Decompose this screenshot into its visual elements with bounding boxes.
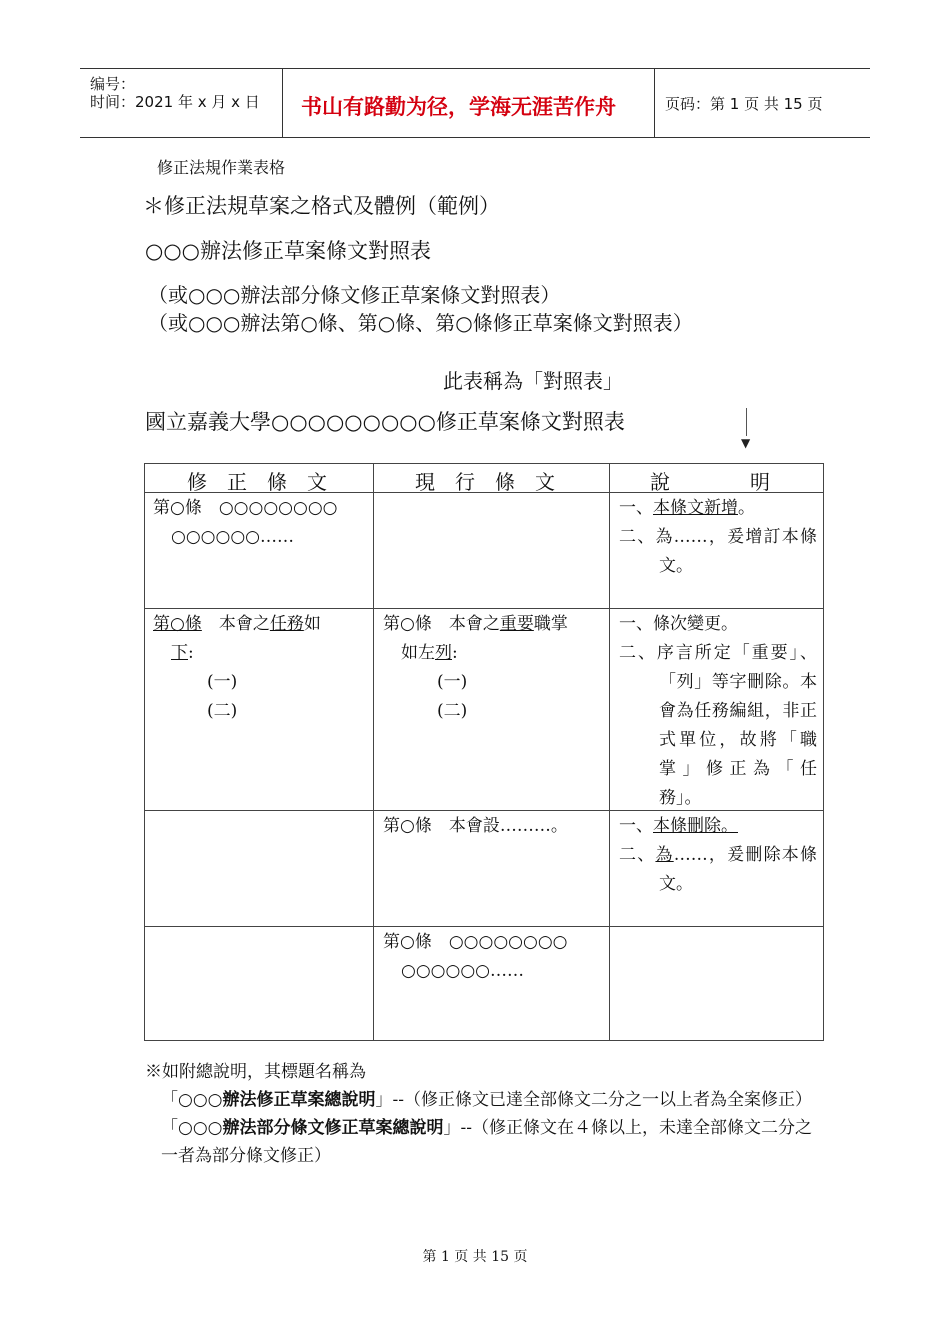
r2-current-item1: (一)	[437, 672, 468, 692]
heading-format: ＊修正法規草案之格式及體例（範例）	[143, 194, 500, 218]
header-current: 現 行 條 文	[415, 470, 555, 494]
r3-expl-2: 二、為……，爰刪除本條文。	[619, 845, 818, 894]
r1-amended-line1: 第○條 ○○○○○○○○	[153, 498, 338, 518]
heading-table-name: ○○○辦法修正草案條文對照表	[145, 239, 431, 263]
column-divider	[609, 464, 610, 1040]
doc-subtitle: 修正法規作業表格	[157, 158, 286, 177]
r2-current-line1: 第○條 本會之重要職掌	[383, 614, 568, 634]
r2-expl-2: 二、序言所定「重要」、「列」等字刪除。本會為任務編組，非正式單位，故將「職掌」修正為「任務」。	[619, 643, 817, 808]
r3-explanation	[619, 812, 817, 899]
r3-expl-1: 一、本條刪除。	[619, 816, 738, 836]
r2-amended-line2: 下:	[171, 643, 194, 663]
r2-explanation	[619, 610, 817, 813]
r3-current	[383, 812, 603, 841]
arrow-down-icon: ▼	[741, 436, 751, 450]
notes-block	[145, 1058, 815, 1170]
r3-current-line1: 第○條 本會設………。	[383, 816, 568, 836]
page-header	[80, 68, 870, 138]
table-caption-note: 此表稱為「對照表」	[443, 369, 623, 393]
heading-alt-1: （或○○○辦法部分條文修正草案條文對照表）	[148, 283, 561, 307]
r1-expl-2: 二、為……，爰增訂本條文。	[619, 527, 817, 576]
r2-current-line2: 如左列:	[401, 643, 458, 663]
arrow-line	[746, 408, 747, 436]
r1-amended	[153, 494, 368, 552]
r2-amended-item2: (二)	[207, 701, 238, 721]
r2-amended	[153, 610, 368, 726]
row-divider	[145, 608, 823, 609]
header-amended: 修 正 條 文	[187, 470, 327, 494]
notes-intro: ※如附總說明，其標題名稱為	[145, 1062, 366, 1082]
page-footer: 第 1 页 共 15 页	[422, 1249, 528, 1265]
r2-current-item2: (二)	[437, 701, 468, 721]
column-divider	[373, 464, 374, 1040]
r4-current-line1: 第○條 ○○○○○○○○	[383, 932, 568, 952]
r2-amended-item1: (一)	[207, 672, 238, 692]
page-info: 页码：第 1 页 共 15 页	[665, 95, 823, 113]
r2-amended-line1: 第○條 本會之任務如	[153, 614, 321, 634]
r1-explanation	[619, 494, 817, 581]
motto-text: 书山有路勤为径，学海无涯苦作舟	[301, 95, 616, 119]
r1-amended-line2: ○○○○○○……	[171, 527, 295, 547]
r4-current-line2: ○○○○○○……	[401, 961, 525, 981]
note-full-amendment: 「○○○辦法修正草案總說明」--（修正條文已達全部條文二分之一以上者為全案修正）	[161, 1090, 813, 1110]
number-label: 编号：	[90, 75, 136, 93]
heading-alt-2: （或○○○辦法第○條、第○條、第○條修正草案條文對照表）	[148, 311, 693, 335]
date-line: 时间：2021 年 x 月 x 日	[90, 93, 260, 111]
r2-expl-1: 一、條次變更。	[619, 614, 738, 634]
table-title: 國立嘉義大學○○○○○○○○○修正草案條文對照表	[145, 410, 625, 434]
row-divider	[145, 926, 823, 927]
r1-expl-1: 一、本條文新增。	[619, 498, 755, 518]
header-meta	[80, 69, 283, 137]
header-explanation: 說 明	[650, 470, 770, 494]
r2-current	[383, 610, 603, 726]
note-partial-amendment: 「○○○辦法部分條文修正草案總說明」--（修正條文在４條以上，未達全部條文二分之一者為部分條文修正）	[161, 1118, 812, 1166]
header-motto	[283, 69, 655, 137]
r4-current	[383, 928, 603, 986]
comparison-table	[144, 463, 824, 1041]
